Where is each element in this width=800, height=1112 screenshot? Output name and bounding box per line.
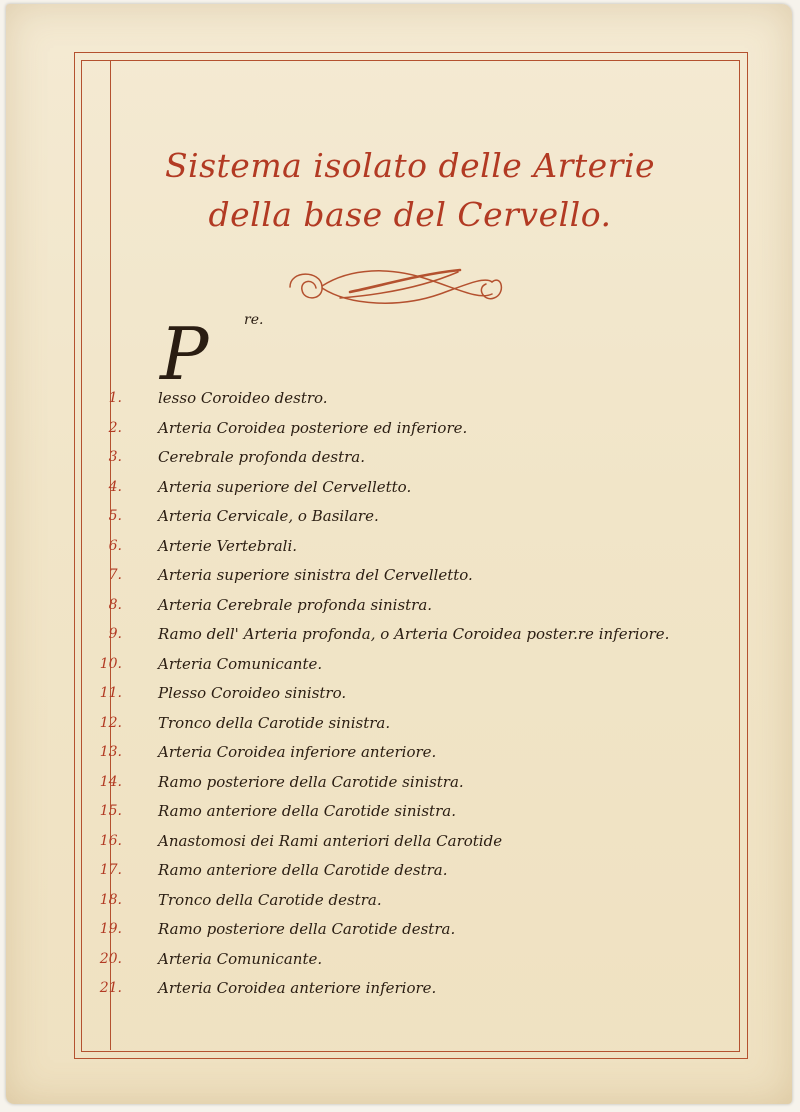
item-number: 3. [108, 449, 122, 465]
item-number: 6. [108, 537, 122, 554]
item-text: Arteria Comunicante. [158, 949, 323, 968]
list-item [70, 563, 710, 593]
item-text: Plesso Coroideo sinistro. [158, 684, 347, 702]
item-text: Ramo posteriore della Carotide sinistra. [158, 772, 464, 791]
title-line-2: della base del Cervello. [208, 195, 612, 234]
item-text: Arterie Vertebrali. [158, 536, 298, 555]
item-number: 15. [99, 803, 122, 819]
item-number: 2. [108, 419, 122, 436]
list-item [70, 770, 710, 800]
item-text: Tronco della Carotide sinistra. [158, 713, 391, 732]
list-item [70, 917, 710, 947]
item-number: 18. [99, 891, 122, 908]
item-number: 21. [99, 980, 122, 996]
item-number: 12. [99, 714, 122, 731]
list-item [70, 475, 710, 505]
list-item [70, 976, 710, 1006]
item-text: Arteria Cerebrale profonda sinistra. [158, 595, 433, 614]
item-text: Arteria superiore del Cervelletto. [158, 477, 412, 496]
item-number: 14. [99, 773, 122, 790]
list-item [70, 416, 710, 446]
item-number: 5. [108, 508, 122, 524]
item-text: Arteria Coroidea anteriore inferiore. [158, 979, 437, 997]
item-text: Anastomosi dei Rami anteriori della Carotide [158, 831, 503, 850]
list-item [70, 534, 710, 564]
title-line-1: Sistema isolato delle Arterie [164, 146, 656, 185]
item-text: Arteria Coroidea inferiore anteriore. [158, 743, 437, 761]
item-number: 11. [99, 685, 122, 701]
item-number: 19. [99, 921, 122, 937]
initial-superscript: re. [244, 312, 264, 328]
decorative-initial-p: P [160, 312, 209, 396]
list-item [70, 652, 710, 682]
legend-list [70, 386, 710, 1006]
item-text: Arteria Cervicale, o Basilare. [158, 507, 379, 525]
list-item [70, 858, 710, 888]
item-number: 16. [99, 832, 122, 849]
item-text: Ramo anteriore della Carotide sinistra. [158, 802, 456, 820]
item-number: 4. [108, 478, 122, 495]
item-text: Ramo anteriore della Carotide destra. [158, 861, 448, 879]
list-item [70, 593, 710, 623]
item-text: Tronco della Carotide destra. [158, 890, 382, 909]
item-text: Arteria Coroidea posteriore ed inferiore. [158, 418, 468, 437]
item-text: Ramo posteriore della Carotide destra. [158, 920, 456, 938]
item-text: lesso Coroideo destro. [158, 389, 328, 407]
item-number: 1. [108, 390, 122, 406]
list-item [70, 445, 710, 475]
item-text: Ramo dell' Arteria profonda, o Arteria Coroidea poster.re inferiore. [158, 625, 670, 643]
list-item [70, 504, 710, 534]
list-item [70, 711, 710, 741]
item-number: 7. [108, 567, 122, 583]
list-item [70, 740, 710, 770]
item-text: Cerebrale profonda destra. [158, 448, 366, 466]
item-number: 13. [99, 744, 122, 760]
calligraphic-flourish-ornament [280, 258, 510, 316]
item-number: 20. [99, 950, 122, 967]
list-item [70, 799, 710, 829]
list-item [70, 888, 710, 918]
list-item [70, 947, 710, 977]
list-item [70, 622, 710, 652]
list-item [70, 681, 710, 711]
list-item [70, 829, 710, 859]
list-item [70, 386, 710, 416]
item-text: Arteria superiore sinistra del Cervelletto. [158, 566, 473, 584]
item-number: 9. [108, 626, 122, 642]
item-number: 10. [99, 655, 122, 672]
item-number: 17. [99, 862, 122, 878]
item-number: 8. [108, 596, 122, 613]
item-text: Arteria Comunicante. [158, 654, 323, 673]
